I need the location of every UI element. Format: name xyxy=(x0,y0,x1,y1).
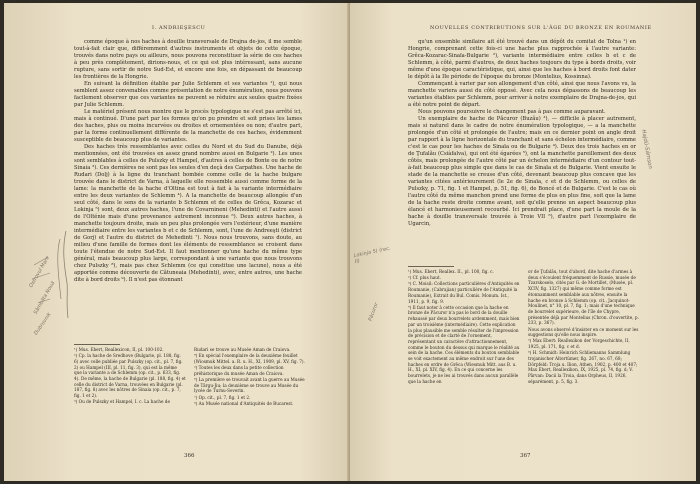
footnote: ⁶) H. Schmidt: Heinrich Schliemanns Sammlung trojanischer Altertümer, fig. 267, no. 67, 68; Dörpfeld: Troja u. Ilion, Athen, 1902, p. 400 et 407; Max Ebert, Reallexikon, IX, 1925, pl. 74, fig. d; V. Pârvan: Dacii la Troia, dans Orpheus, II, 1926, séparément, p. 5, fig. 3. xyxy=(528,350,638,384)
footnote: or de Ţufalău, tout d'abord, dite hache d'armes à deux s'écoulent fréquemment de Russie, musée de Tzarskoselo, cités par G. de Mortillet, (Musée, pl. XCIV, fig. 1327) qui même comme forme est étonnamment semblable aux nôtres, ensuite la hache en bronze à Schlemm (op. cit., Jacquinot-Moulinet, n° 10, pl. 7, fig. 1; mais d'une technique de bourrelet supérieure, de l'île de Chypre, présentée déjà par Montelius (Chron. d'ouvertite, p. 233, p. 367). xyxy=(528,269,639,326)
footnotes-right xyxy=(408,269,640,449)
footnote: ³) C. Moisil: Collections particulières d'Antiquités en Roumanie, (Cabrajian) particulière de l'Antiquité la Roumanie), Extrait du Bul. Comis. Monum. Ist., 1911, p. 9, fig. 9. xyxy=(408,281,520,304)
footnote: ⁴) En spécial l'exemplaire de la deuxième feuillet (Wiosmuk Mittel. a. R. u. H., XI, 1909, pl. XV, fig. 7). xyxy=(194,353,305,364)
footnote: ²) Cf. plus haut. xyxy=(408,275,442,281)
footnote-column xyxy=(528,269,640,385)
paragraph: En suivant la définition établie par Julie Schlemm et ses variantes ¹), qui nous semblent assez convenables comme présentation de notre énumération, nous pouvons facilement observer que ces variantes ne peuvent se réduire aux seules quatre fixées par Julie Schlemm. xyxy=(74,81,302,108)
left-page xyxy=(4,3,350,481)
footnote: ⁷) Op. cit., pl. 7, fig. 1 et 2. xyxy=(194,394,251,400)
margin-note: Hajdú-Sámson xyxy=(640,129,653,170)
paragraph: qu'un ensemble similaire ait été trouvé dans un dépôt du comitat de Tolna ¹) en Hongrie, comprenant cette fois-ci une hache plus rapprochée à l'autre variante: Grěca-Kozarac-Sinaïa-Bulgarie ²), variante intermédiaire entre celles b et c de Schlemm, à côté, parmi d'autres, de deux haches toujours du type à bords droits, voir même d'une époque caractéristique, qui, ainsi que les haches à bord droits font dater le dépôt à la IIe période de l'époque du bronze (Montelius, Kossinna). xyxy=(408,39,636,80)
running-head-left: I. ANDRIEŞESCU xyxy=(152,25,206,31)
footnote: ¹) Mus. Ebert, Reallexicon, II, pl. 100-102. xyxy=(74,347,164,352)
paragraph: Le matériel présent nous montre que le procès typologique ne s'est pas arrêté ici, mais à continué. D'une part par les formes qu'on pu prendre et soit prises les lames des haches, plus ou moins incurvées ou droites et ornementées ou non; d'autre part, par la forme continuellement différente de la manchette de ces haches, évidemment susceptible de beaucoup plus de variantes. xyxy=(74,109,302,143)
page-number-right: 367 xyxy=(520,453,531,459)
pencil-marks-left xyxy=(4,3,350,481)
page-number-left: 366 xyxy=(184,453,195,459)
margin-note: Păcuror xyxy=(367,301,380,323)
running-head-right: NOUVELLES CONTRIBUTIONS SUR L'ÂGE DU BRONZE EN ROUMANIE xyxy=(430,25,652,31)
footnote-rule xyxy=(408,266,454,267)
paragraph: Nous pouvons poursuivre le changement pas à pas comme auparavant. xyxy=(418,109,606,115)
body-text-right xyxy=(408,39,636,228)
footnote: ³) Ou de Pulszky et Hampel, I. c. La hache de xyxy=(74,399,170,405)
footnote: ⁴) Il faut noter à cette occasion que la hache en bronze de Păcuror n'a pas le bord de la douille rehaussé par deux bourrelets ardemment, mais bien par un troisième (intermédiaire). Cette explication la plus plausible me semble résulter de l'impression de précision et de clarté de l'ornement, représentant un caractère d'attractionnement, comme le bouton du dessus qui marque le réalité au sein de la hache. Ces éléments du bouton semblable se voit exactement au même endroit sur l'une des haches en ordre de Grěca (Wiesmuk Mitt. aus B. u. H., XI, pl. XIV, fig. 4). En ce qui concerne les bourrelets, je ne les ai trouvés dans aucun parallèle que la hache en xyxy=(408,304,520,384)
paragraph: Un exemplaire de hache de Păcuror (Buzău) ³), — difficile à placer autrement, mais si naturel dans le cadre de notre énumération typologique, — a la manchette prolongée d'un côté et prolongée de l'autre; mais en ce dernier point on angle droit par rapport à la ligne horizontale du tranchant et sans échelon intermédiaire, comme c'est le cas pour les haches de Sinaïa ou de Bulgarie ⁴). Deux des trois haches en or de Ţufalău (Csiàfalva), qui ont été égarées ⁵), ont la manchette pareillement des deux côtés, mais prolongée de l'autre côté par un échelon intermédiaire d'un contour tout-à-fait beaucoup plus simple que dans le cas de Sinaïa et de Bulgarie. Vient ensuite le stade de la manchette se creuse d'un côté, devenant beaucoup plus concave que les variantes citées antérieurement (le 2e de Sinaïa, c et d de Schlemm, ou celles de Pulszky, p. 71, fig. 1 et Hampel, p. 51, fig. 6), de Boncé et de Bulgarie. C'est le cas où l'autre côté du même manchon prend une forme de plus en plus fine, soit que la lame de la hache reste droite comme avant, soit qu'elle prenne un aspect beaucoup plus élancé et harmonieusement recourbé. Ici prendrait place, d'une part la moule de la hache à douille transversale trouvée à Troie VII ⁶), d'autre part l'exemplaire de Ugarcin, xyxy=(408,116,636,227)
book-spread xyxy=(4,3,696,481)
margin-note: Dubrovnik xyxy=(33,311,53,337)
margin-note: Ostrovul Mare xyxy=(28,255,52,289)
footnote: ⁵) Toutes les deux dans la petite collection préhistorique du musée Aman de Craiova. xyxy=(194,365,284,376)
margin-note: Sâmbăta Nouă xyxy=(32,280,57,316)
right-page xyxy=(350,3,696,481)
footnote: ⁸) Au Musée national d'Antiquités de Bucarest. xyxy=(194,400,294,406)
paragraph: Des haches très ressemblantes avec celles du Nord et du Sud du Danube, déjà mentionnées, ont été trouvées en assez grand nombre aussi en Bulgarie ²). Les unes sont semblables à celles de Pulszky et Hampel, d'autres à celles de Bonte ou de notre Sinaia ³). Ces dernières ne sont pas les seules d'en deçà des Carpathes. Une hache de Rudari (Dolj) à la ligne du tranchant bombée comme celle de la hache bulgare trouvée dans le district de Varna, à laquelle elle ressemble aussi comme forme de la lame: la manchette de la hache d'Oltina est tout à fait à la variante intermédiaire entre les deux variantes de Schlemm ⁴). A la manchette de beaucoup allongée d'un seul côté, dans le sens de la variante b Schlemm et de celles de Grěca, Kozarac et Lokinja ⁵) sont, deux autres haches, l'une de Covarnineni (Mehedinti) et l'autre aussi de l'Olténie mais d'une provenance autrement inconnue ⁶). Deux autres haches, à manchette toujours droite, mais un peu plus prolongée vers l'extérieur, d'une manière intermédiaire entre les variantes b et c de Schlemm, sont, l'une de Andreeşti (district de Gorj) et l'autre du district de Mehedinti ⁷). Nous nous trouvons, sans doute, au milieu d'une famille de formes dont les éléments de ressemblance se croisent dans toute l'étendue de notre Sud-Est. Il faut mentionner qu'une hache du même type général, mais beaucoup plus large, correspondant à une variante que nous trouvons chez Pulszky ⁸), mais pas chez Schlemm (ce qui constitue une lacune), nous a été apportée comme découverte de Cătuneaia (Mehedinti), avec, entre autres, une hache dite à bord droits ⁹). Il n'est pas étonnant xyxy=(74,144,302,283)
paragraph: Commençant à varier par son allongement d'un côté, ainsi que nous l'avons vu, la manchette variera aussi du côté opposé. Avec cela nous dépassons de beaucoup les variantes établies par Schlemm, pour arriver à notre exemplaire de Drajna-de-jos, qui a été notre point de départ. xyxy=(408,81,636,108)
footnote: Rudari se trouve au Musée Aman de Craiova. xyxy=(194,347,291,352)
footnote: ⁶) La première se trouvait avant la guerre au Musée de Târgu-Jiu; la deuxième se trouve au Musée du lycée de Turnu-Severin. xyxy=(194,377,305,394)
footnote: ¹) Mus. Ebert, Reallex. II., pl. 100, fig. c. xyxy=(408,269,494,274)
footnote: ²) Cp. la hache de Sredhove (Bulgarie, pl. 188, fig. 6) avec celle publiée par Pulszky (op. cit., pl. 7, fig. 2) ou Hampel (III, pl. 11, fig. 3), qui est la même que la variante a de Schlemm (op. cit., p. 633, fig. 4). De même, la hache de Bulgarie (pl. 188, fig. 4) et celle du district de Varna, trouvées en Bulgarie (pl. 187, fig. 8) avec les nôtres de Sinaia (op. cit., p. 7, fig. 1 et 2). xyxy=(74,353,186,399)
paragraph: comme époque à nos haches à douille transversale de Drajna de-jos, il me semble tout-à-fait clair que, différemment d'autres instruments et objets de cette époque, trouvés dans notre pays ou ailleurs, nous pouvons reconstituer la série de ces haches à peu près complètement, dirions-nous, et ce qui est plus intéressant, sans aucune rupture, sans sortir de notre Sud-Est, et encore une fois, en dépassant de beaucoup les frontières de la Hongrie. xyxy=(74,39,302,80)
margin-note: Lokinja 5) (rec. II) xyxy=(353,245,392,266)
footnote: ⁵) Max Ebert: Reallexikon der Vorgeschichte, II, 1925, pl. 171, fig. c et d. xyxy=(528,338,630,350)
footnote-column xyxy=(408,269,520,385)
footnote: Nous avons observé d'insister en ce moment sur les suggestions qu'elle nous inspire. xyxy=(528,326,639,338)
